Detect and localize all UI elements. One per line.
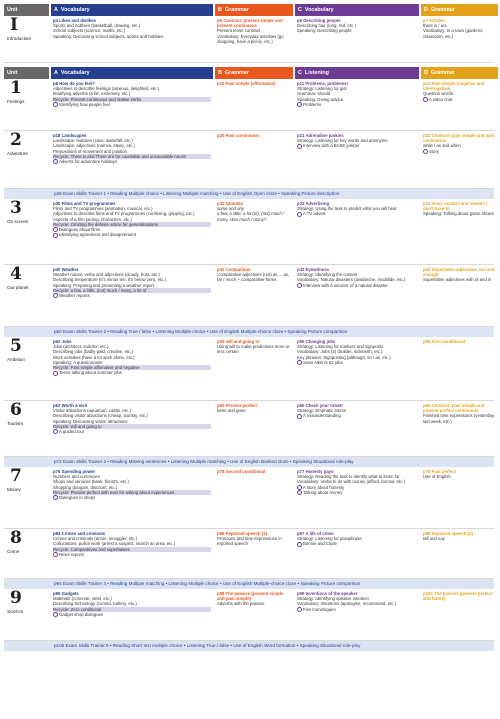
audio-icon (297, 144, 302, 149)
vocabulary-c-header (295, 4, 419, 16)
lesson-title[interactable]: p96 Gadgets (53, 591, 79, 596)
column-letter: B (218, 70, 222, 76)
unit-name: Money (7, 487, 21, 492)
column-letter: D (424, 70, 428, 76)
lesson-title[interactable]: p64 Present perfect (217, 403, 257, 408)
unit-row-6 (4, 401, 494, 457)
lesson-title[interactable]: p62 Worth a visit (53, 403, 88, 408)
lesson-item: tell and say (423, 536, 445, 542)
lesson-item: there is / are (423, 23, 447, 29)
lesson-title[interactable]: p4 Likes and dislikes (53, 18, 96, 23)
grammar-d-cell (421, 589, 498, 640)
lesson-item: some and any (217, 206, 244, 212)
lesson-title[interactable]: p42 Comparison (217, 267, 251, 272)
unit-number: 6 (10, 400, 22, 420)
lesson-item: Visitor attractions (aquarium, castle, etc.) (53, 408, 131, 414)
audio-icon (423, 97, 428, 102)
column-letter: B (218, 7, 222, 13)
exam-skills-trainer-3[interactable]: p72 Exam Skills Trainer 3 • Reading Missing sentences • Listening Multiple matching • Use of English Banked cloze • Speaking Situational role-play (4, 457, 494, 467)
listening-text: A guided tour (59, 429, 85, 435)
unit-cell (4, 79, 49, 130)
grammar-d-cell (421, 199, 498, 264)
lesson-item: Jobs (architect, solicitor, etc.) (53, 344, 109, 350)
exam-skills-trainer-4[interactable]: p94 Exam Skills Trainer 4 • Reading Multiple matching • Listening Multiple choice • Use of English Multiple-choice cloze • Speaking Picture comparison (4, 579, 494, 589)
listening-text: Weather reports (59, 293, 90, 299)
vocabulary-cell (51, 79, 213, 130)
unit-name: Our planet (7, 285, 29, 290)
lesson-item: Vocabulary: Everyday activities (go shopping, have a picnic, etc.) (217, 33, 284, 44)
recycle-note: Recycle: Present continuous and stative verbs (53, 97, 211, 102)
audio-icon (53, 429, 58, 434)
unit-row-9 (4, 589, 494, 641)
lesson-item: Speaking: Talking about game shows (423, 211, 494, 217)
lesson-item: Strategy: Listening for gist (297, 86, 347, 92)
lesson-item: Pronouns and time expressions in reported speech (217, 536, 282, 547)
listening-item (53, 293, 211, 298)
recycle-note: Recycle: Omitting the definite article for generalisations (53, 222, 211, 227)
listening-item (53, 495, 211, 500)
lesson-item: Landscape: adjectives (narrow, steep, etc.) (53, 143, 135, 149)
vocabulary-cell (51, 131, 213, 188)
column-label: Grammar (224, 7, 249, 13)
listening-text: Identifying how people feel (59, 101, 110, 107)
vocabulary-cell (51, 467, 213, 528)
grammar-cell (215, 131, 293, 188)
lesson-item: Vocabulary: Jobs (2) (builder, locksmith, etc.) (297, 349, 383, 355)
listening-cell (295, 199, 419, 264)
grammar-header (215, 4, 293, 16)
lesson-title[interactable]: p30 Films and TV programmes (53, 201, 116, 206)
audio-icon (53, 233, 58, 238)
unit-row-1 (4, 79, 494, 131)
lesson-item: Strategy: Listening for key words and antonyms (297, 138, 388, 144)
unit-number: 3 (10, 198, 22, 218)
lesson-title[interactable]: p21 Adrenaline junkies (297, 133, 344, 138)
grammar-cell (215, 79, 293, 130)
unit-cell (4, 401, 49, 456)
lesson-item: Describing visitor attractions (cheap, touristy, etc.) (53, 413, 148, 419)
grammar-d-cell (421, 467, 498, 528)
grammar-cell (215, 16, 293, 62)
unit-row-3 (4, 199, 494, 265)
lesson-title[interactable]: p78 Past perfect (423, 469, 457, 474)
listening-item (297, 211, 417, 216)
lesson-item: Work activities (have a lot work alone, etc.) (53, 354, 135, 360)
lesson-item: Question words (423, 91, 453, 97)
lesson-title[interactable]: p66 Contrast: past simple and present perfect continuous (423, 403, 485, 414)
grammar-header (215, 67, 293, 79)
column-letter: C (298, 7, 302, 13)
lesson-title[interactable]: p65 Check your ticket! (297, 403, 343, 408)
lesson-item: a few, a little, a lot (of), (not) much / many, How much / many? (217, 211, 285, 222)
listening-header (295, 67, 419, 79)
lesson-item: Finished time expressions (yesterday, last week, etc.) (423, 413, 495, 424)
grammar-d-header (421, 67, 498, 79)
lesson-item: Adverbs with the passive (217, 601, 265, 607)
lesson-item: Strategy: Identifying the context (297, 272, 358, 278)
unit-cell (4, 337, 49, 400)
audio-icon (297, 485, 302, 490)
listening-cell (295, 467, 419, 528)
lesson-item: Present tense contrast (217, 28, 260, 34)
recycle-note: Recycle: Past simple affirmative and negative (53, 365, 211, 370)
listening-cell (295, 589, 419, 640)
lesson-title[interactable]: p88 Reported speech (2) (423, 531, 473, 536)
vocabulary-header (51, 67, 213, 79)
exam-skills-trainer-2[interactable]: p50 Exam Skills Trainer 2 • Reading True / false • Listening Multiple choice • Use of English Multiple-choice cloze • Speaking Picture comparison (4, 327, 494, 337)
unit-cell (4, 529, 49, 578)
column-label: Grammar (224, 70, 249, 76)
lesson-title[interactable]: p44 Superlative adjectives, too and enough (423, 267, 495, 278)
lesson-title[interactable]: p52 Jobs (53, 339, 72, 344)
listening-text: Identifying agreement and disagreement (59, 232, 136, 238)
listening-item (53, 232, 211, 237)
lesson-title[interactable]: p10 Past simple (affirmative) (217, 81, 276, 86)
audio-icon (297, 542, 302, 547)
lesson-title[interactable]: p8 How do you feel? (53, 81, 95, 86)
lesson-title[interactable]: p100 The passive (present perfect and future) (423, 591, 493, 602)
column-letter: D (424, 7, 428, 13)
audio-icon (297, 360, 302, 365)
audio-icon (297, 414, 302, 419)
listening-item (423, 149, 496, 154)
vocabulary-cell (51, 401, 213, 456)
listening-item (297, 541, 417, 546)
unit-name: Ambition (7, 357, 25, 362)
lesson-item: Vocabulary: In a town (gardens, classroom, etc.) (423, 28, 484, 39)
lesson-item: Vocabulary: Natural disasters (avalanche, mudslide, etc.) (297, 277, 406, 283)
lesson-title[interactable]: p55 Changing jobs (297, 339, 336, 344)
audio-icon (53, 612, 58, 617)
listening-cell (295, 131, 419, 188)
listening-text: Problems (303, 101, 322, 107)
grammar-cell (215, 199, 293, 264)
listening-text: A video chat (429, 96, 453, 102)
unit-row-intro (4, 16, 494, 63)
listening-item (297, 360, 417, 365)
listening-item (297, 607, 417, 612)
grammar-cell (215, 589, 293, 640)
vocabulary-cell (51, 337, 213, 400)
audio-icon (297, 283, 302, 288)
column-label: Vocabulary (60, 7, 90, 13)
grammar-d-cell (421, 265, 498, 326)
lesson-item: Speaking: Giving advice (297, 96, 344, 102)
unit-row-4 (4, 265, 494, 327)
unit-number: 8 (10, 528, 22, 548)
lesson-title[interactable]: p84 Crimes and criminals (53, 531, 106, 536)
audio-icon (53, 371, 58, 376)
lesson-title[interactable]: p22 Contrast: past simple and past continuous (423, 133, 495, 144)
lesson-title[interactable]: p11 Problems, problems! (297, 81, 349, 86)
listening-text: Dialogues about films (59, 227, 101, 233)
listening-cell (295, 401, 419, 456)
lesson-title[interactable]: p87 A life of crime (297, 531, 334, 536)
vocabulary-cell (51, 199, 213, 264)
lesson-item: Vocabulary: Verbs to do with money (afford, borrow, etc.) (297, 479, 405, 485)
lesson-item: Use of English (423, 474, 451, 480)
grammar-d-cell (421, 529, 498, 578)
lesson-item: Strategy: Identifying speaker intention (297, 596, 369, 602)
listening-item (53, 159, 211, 164)
lesson-title[interactable]: p56 First conditional (423, 339, 466, 344)
unit-name: Feelings (7, 99, 25, 104)
lesson-item: Strategy: Using the task to predict what you will hear (297, 206, 397, 212)
unit-cell (4, 131, 49, 188)
lesson-title[interactable]: p34 must, mustn't and needn't / don't have to (423, 201, 488, 212)
lesson-item: Strategy: Listening for markers and signposts (297, 344, 384, 350)
vocabulary-header (51, 4, 213, 16)
column-letter: A (54, 7, 58, 13)
column-letter: A (54, 70, 58, 76)
lesson-item: Weather nouns, verbs and adjectives (cloudy, frost, etc.) (53, 272, 160, 278)
recycle-note: Recycle: There is and There are for countable and uncountable nouns (53, 154, 211, 159)
lesson-item: Shopping (bargain, discount, etc.) (53, 484, 118, 490)
column-letter: C (298, 70, 302, 76)
unit-cell (4, 16, 49, 62)
unit-header: Unit (4, 67, 49, 79)
lesson-item: Modifying adverbs (a bit, extremely, etc.) (53, 91, 131, 97)
grammar-d-cell (421, 131, 498, 188)
lesson-item: Numbers and currencies (53, 474, 100, 480)
audio-icon (297, 607, 302, 612)
lesson-title[interactable]: p12 Past simple (negative and interrogative) (423, 81, 485, 92)
lesson-item: Grammar: should (297, 91, 331, 97)
lesson-item: Describing hair (long, red, etc.) (297, 23, 356, 29)
lesson-item: Shops and services (bank, florist's, etc.) (53, 479, 129, 485)
lesson-item: School subjects (science, maths, etc.) (53, 28, 126, 34)
lesson-item: Strategy: Emphatic stress (297, 408, 346, 414)
listening-text: Adverts for adventure holidays (59, 159, 118, 165)
vocabulary-cell (51, 16, 213, 62)
header-row-intro (4, 4, 494, 16)
lesson-item: Describing jobs (badly-paid, creative, etc.) (53, 349, 134, 355)
unit-name: Tourism (7, 421, 24, 426)
lesson-item: Strategy: Listening for paraphrase (297, 536, 362, 542)
listening-item (53, 429, 211, 434)
grammar-cell (215, 529, 293, 578)
listening-text: Interview with a BASE jumper (303, 143, 360, 149)
listening-item (53, 102, 211, 107)
unit-name: Adventure (7, 151, 28, 156)
listening-text: Sean Aiken's 52 jobs (303, 359, 343, 365)
listening-text: Story (429, 148, 440, 154)
lesson-title[interactable]: p54 will and going to (217, 339, 260, 344)
lesson-item: Landscape: features (cave, waterfall, etc.) (53, 138, 133, 144)
listening-item (53, 552, 211, 557)
listening-item (53, 612, 211, 617)
lesson-item: Describing technology (curved, battery, etc.) (53, 601, 137, 607)
lesson-item: Speaking: Discussing visitor attractions (53, 418, 128, 424)
unit-cell (4, 467, 49, 528)
unit-row-2 (4, 131, 494, 189)
grammar-d-cell (421, 79, 498, 130)
recycle-note: Recycle: will and going to (53, 424, 211, 429)
lesson-item: Sports and hobbies (basketball, drawing, etc.) (53, 23, 141, 29)
column-label: Listening (304, 70, 329, 76)
listening-item (297, 143, 417, 148)
unit-cell (4, 199, 49, 264)
lesson-item: Collocations: police work (arrest a suspect, search an area, etc.) (53, 541, 176, 547)
unit-header: Unit (4, 4, 49, 16)
lesson-item: Superlative adjectives with of and in (423, 277, 492, 283)
listening-item (297, 413, 417, 418)
audio-icon (53, 495, 58, 500)
unit-number: 1 (10, 78, 22, 98)
lesson-title[interactable]: p40 Weather (53, 267, 79, 272)
lesson-title[interactable]: p20 Past continuous (217, 133, 260, 138)
unit-name: Science (7, 609, 24, 614)
listening-item (297, 283, 417, 288)
lesson-title[interactable]: p7 Articles (423, 18, 445, 23)
audio-icon (423, 149, 428, 154)
unit-name: On screen (7, 219, 29, 224)
lesson-item: Strategy: Reading the task to identify what to listen for (297, 474, 400, 480)
unit-number: 4 (10, 264, 22, 284)
lesson-title[interactable]: p5 Contrast: present simple and present continuous (217, 18, 283, 29)
listening-item (297, 102, 417, 107)
unit-number: I (10, 15, 18, 35)
audio-icon (53, 102, 58, 107)
listening-item (423, 97, 496, 102)
vocabulary-c-cell (295, 16, 419, 62)
recycle-note: Recycle: a few, a little, (not) much / many, a lot of (53, 288, 211, 293)
lesson-item: Speaking: Describing people (297, 28, 352, 34)
lesson-item: while / as and when (423, 143, 461, 149)
unit-row-7 (4, 467, 494, 529)
lesson-item: Speaking: Discussing school subjects, sports and hobbies (53, 33, 164, 39)
listening-cell (295, 265, 419, 326)
grammar-d-cell (421, 16, 498, 62)
lesson-item: been and gone (217, 408, 246, 414)
lesson-item: Adjectives to describe feelings (anxious, delighted, etc.) (53, 86, 159, 92)
lesson-title[interactable]: p98 The passive (present simple and past simple) (217, 591, 284, 602)
lesson-title[interactable]: p18 Landscapes (53, 133, 87, 138)
listening-text: Five monologues (303, 606, 336, 612)
column-label: Grammar (430, 7, 455, 13)
grammar-cell (215, 265, 293, 326)
listening-text: Bonnie and Clyde (303, 541, 337, 547)
listening-cell (295, 529, 419, 578)
unit-row-8 (4, 529, 494, 579)
lesson-item: Vocabulary: Intentions (apologise, recommend, etc.) (297, 601, 397, 607)
grammar-cell (215, 337, 293, 400)
listening-text: A misunderstanding (303, 413, 341, 419)
listening-text: Talking about money (303, 489, 343, 495)
lesson-item: Films and TV programmes (animation, musical, etc.) (53, 206, 153, 212)
listening-text: Teens talking about summer jobs (59, 370, 122, 376)
exam-skills-trainer-1[interactable]: p28 Exam Skills Trainer 1 • Reading Multiple choice • Listening Multiple matching • Use of English Open cloze • Speaking Picture description (4, 189, 494, 199)
listening-cell (295, 79, 419, 130)
column-label: Grammar (430, 70, 455, 76)
lesson-title[interactable]: p99 Inventions of the speaker (297, 591, 358, 596)
lesson-item: Key phrases: Signposting (although, so / as, etc.) (297, 354, 391, 360)
lesson-title[interactable]: p33 Advertising (297, 201, 330, 206)
lesson-item: Crimes and criminals (arson, smuggler, etc.) (53, 536, 138, 542)
grammar-d-cell (421, 337, 498, 400)
audio-icon (53, 552, 58, 557)
lesson-item: Prepositions of movement and position (53, 148, 128, 154)
unit-number: 5 (10, 336, 22, 356)
audio-icon (53, 159, 58, 164)
unit-name: Crime (7, 549, 20, 554)
grammar-d-cell (421, 401, 498, 456)
vocabulary-cell (51, 529, 213, 578)
unit-row-5 (4, 337, 494, 401)
lesson-title[interactable]: p76 Spending power (53, 469, 96, 474)
listening-item (53, 370, 211, 375)
unit-number: 7 (10, 466, 22, 486)
lesson-title[interactable]: p43 Eyewitness (297, 267, 330, 272)
lesson-title[interactable]: p78 Second conditional (217, 469, 266, 474)
lesson-title[interactable]: p6 Describing people (297, 18, 341, 23)
listening-text: Gadget shop dialogues (59, 611, 104, 617)
lesson-title[interactable]: p32 Quantity (217, 201, 244, 206)
lesson-item: Describing temperature (It's minus ten, It's below zero, etc.) (53, 277, 166, 283)
lesson-item: Comparative adjectives (not) as ... as, far / much + comparative forms (217, 272, 290, 283)
audio-icon (297, 490, 302, 495)
column-label: Vocabulary (60, 70, 90, 76)
grammar-cell (215, 401, 293, 456)
unit-number: 9 (10, 588, 22, 608)
lesson-item: Materials (concrete, steel, etc.) (53, 596, 112, 602)
listening-text: A story about honesty (303, 484, 345, 490)
grammar-cell (215, 467, 293, 528)
audio-icon (53, 293, 58, 298)
vocabulary-cell (51, 265, 213, 326)
exam-skills-trainer-5[interactable]: p106 Exam Skills Trainer 5 • Reading Short text multiple choice • Listening True / false • Use of English Word formation • Speaking Situational role-play (4, 641, 494, 651)
column-label: Vocabulary (304, 7, 334, 13)
recycle-note: Recycle: Comparatives and superlatives (53, 547, 211, 552)
listening-cell (295, 337, 419, 400)
listening-text: Interview with a survivor of a natural disaster (303, 282, 388, 288)
lesson-title[interactable]: p86 Reported speech (1) (217, 531, 267, 536)
lesson-item: Speaking: Preparing and presenting a weather report (53, 282, 155, 288)
recycle-note: Recycle: Zero conditional (53, 607, 211, 612)
header-row-main (4, 67, 494, 79)
lesson-item: Adjectives to describe films and TV programmes (confusing, gripping, etc.) (53, 211, 195, 217)
lesson-item: Speaking: A questionnaire (53, 359, 103, 365)
listening-text: News reports (59, 551, 85, 557)
listening-item (297, 490, 417, 495)
unit-cell (4, 589, 49, 640)
lesson-item: Aspects of a film (acting, characters, etc.) (53, 216, 132, 222)
listening-text: A TV advert (303, 211, 326, 217)
unit-cell (4, 265, 49, 326)
recycle-note: Recycle: Present perfect with ever for asking about experiences (53, 490, 211, 495)
lesson-title[interactable]: p77 Honesty pays (297, 469, 334, 474)
unit-name: Introduction (7, 36, 32, 41)
grammar-d-header (421, 4, 498, 16)
listening-text: Dialogues in shops (59, 495, 96, 501)
unit-number: 2 (10, 130, 22, 150)
audio-icon (297, 102, 302, 107)
audio-icon (297, 212, 302, 217)
lesson-item: Using will to make predictions more or less certain (217, 344, 290, 355)
vocabulary-cell (51, 589, 213, 640)
